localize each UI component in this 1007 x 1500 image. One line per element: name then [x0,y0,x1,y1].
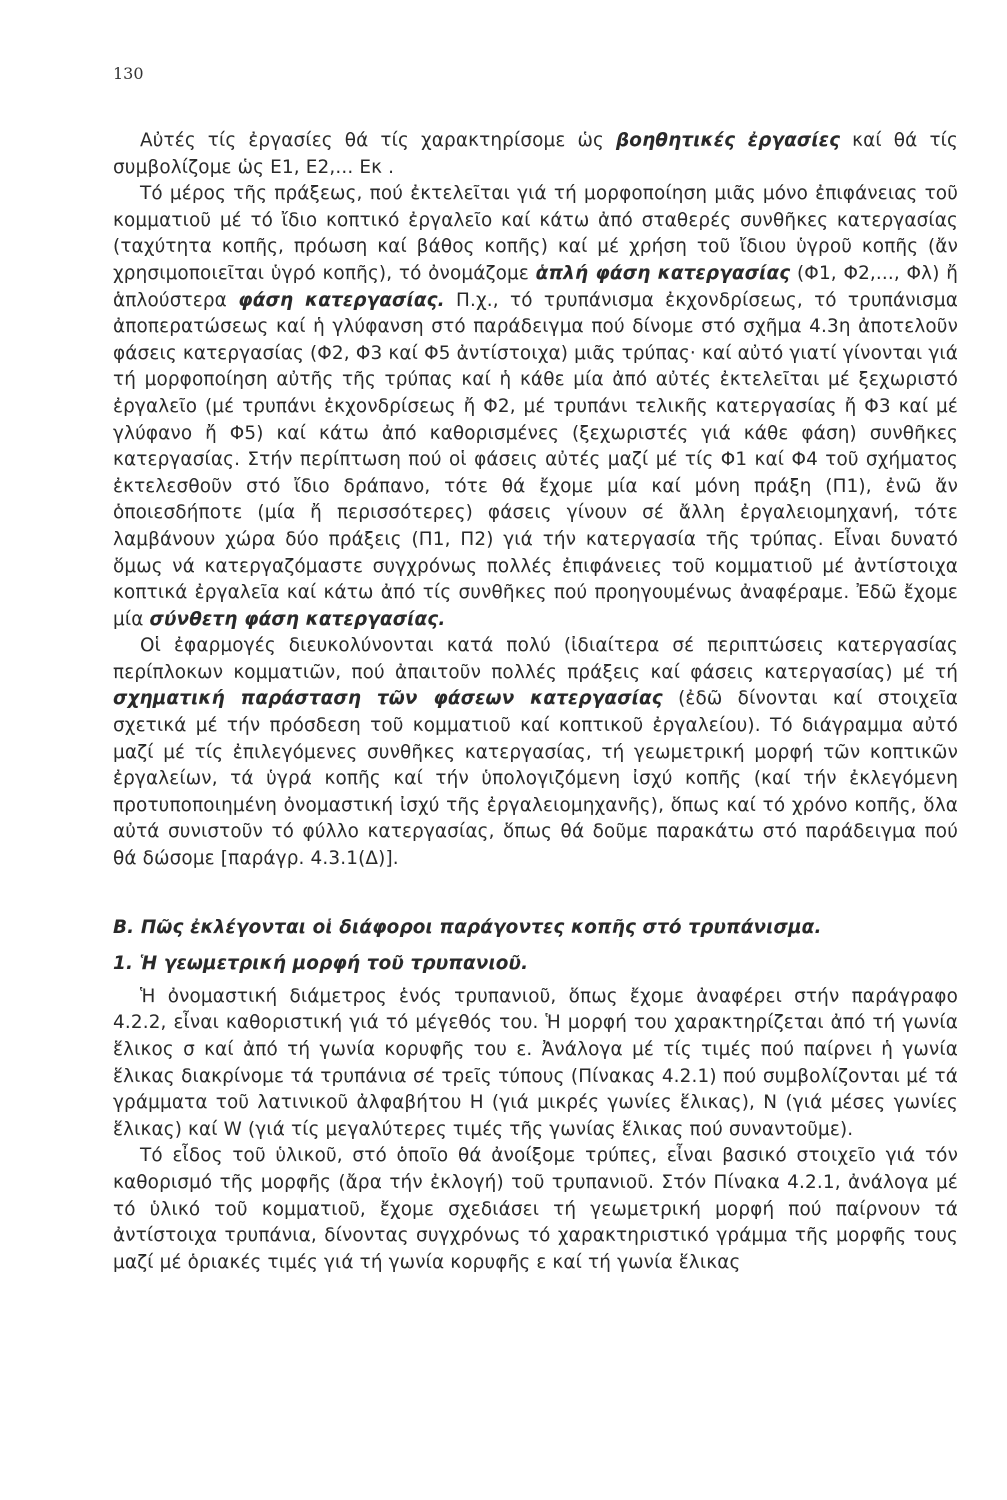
term-schematic-representation: σχηματική παράσταση τῶν φάσεων κατεργασίας [113,688,663,710]
subsection-heading: 1. Ἡ γεωμετρική μορφή τοῦ τρυπανιοῦ. [113,953,529,975]
paragraph-text: (ἐδῶ δίνονται καί στοιχεῖα σχετικά μέ τήν πρόσδεση τοῦ κομματιοῦ καί κοπτικοῦ ἐργαλείου). Τό διάγραμμα αὐτό μαζί μέ τίς ἐπιλεγόμενες συνθῆκες κατεργασίας, τή γεωμετρική μορφή τῶν κοπτικῶν ἐργαλείων, τά ὑγρά κοπῆς καί τήν ὑπολογιζόμενη ἰσχύ κοπῆς (καί τήν ἐκλεγόμενη προτυποποιημένη ὀνομαστική ἰσχύ τῆς ἐργαλειομηχανῆς), ὅπως καί τό χρόνο κοπῆς, ὅλα αὐτά συνιστοῦν τό φύλλο κατεργασίας, ὅπως θά δοῦμε παρακάτω στό παράδειγμα πού θά δώσομε [παράγρ. 4.3.1(Δ)]. [113,688,958,870]
paragraph-text: καί θά τίς συμβολίζομε ὡς Ε1, Ε2,... Εκ . [113,130,958,178]
paragraph-text: Τό μέρος τῆς πράξεως, πού ἐκτελεῖται γιά τή μορφοποίηση μιᾶς μόνο ἐπιφάνειας τοῦ κομματιοῦ μέ τό ἴδιο κοπτικό ἐργαλεῖο καί κάτω ἀπό σταθερές συνθῆκες κατεργασίας (ταχύτητα κοπῆς, πρόωση καί βάθος κοπῆς) καί μέ χρήση τοῦ ἴδιου ὑγροῦ κοπῆς (ἄν χρησιμοποιεῖται ὑγρό κοπῆς), τό ὀνομάζομε [113,183,958,284]
section-heading: Β. Πῶς ἐκλέγονται οἱ διάφοροι παράγοντες κοπῆς στό τρυπάνισμα. [113,916,822,938]
paragraph-text: (Φ1, Φ2,..., Φλ) ἤ ἁπλούστερα [113,262,959,311]
paragraph-machining-phase [113,181,958,633]
paragraph-schematic-representation [113,633,958,872]
paragraph-text: Αὐτές τίς ἐργασίες θά τίς χαρακτηρίσομε ὡς [140,130,616,151]
term-compound-phase: σύνθετη φάση κατεργασίας. [149,608,446,630]
paragraph-drill-geometry: Ἡ ὀνομαστική διάμετρος ἑνός τρυπανιοῦ, ὅπως ἔχομε ἀναφέρει στήν παράγραφο 4.2.2, εἶναι καθοριστική γιά τό μέγεθός του. Ἡ μορφή του χαρακτηρίζεται ἀπό τή γωνία ἕλικος σ καί ἀπό τή γωνία κορυφῆς του ε. Ἀνάλογα μέ τίς τιμές πού παίρνει ἡ γωνία ἕλικας διακρίνομε τά τρυπάνια σέ τρεῖς τύπους (Πίνακας 4.2.1) πού συμβολίζονται μέ τά γράμματα τοῦ λατινικοῦ ἀλφαβήτου H (γιά μικρές γωνίες ἕλικας), N (γιά μέσες γωνίες ἕλικας) καί W (γιά τίς μεγαλύτερες τιμές τῆς γωνίας ἕλικας πού συναντοῦμε). [113,985,958,1140]
text-column [113,128,958,1276]
paragraph-material-type: Τό εἶδος τοῦ ὑλικοῦ, στό ὁποῖο θά ἀνοίξομε τρύπες, εἶναι βασικό στοιχεῖο γιά τόν καθορισμό τῆς μορφῆς (ἄρα τήν ἐκλογή) τοῦ τρυπανιοῦ. Στόν Πίνακα 4.2.1, ἀνάλογα μέ τό ὑλικό τοῦ κομματιοῦ, ἔχομε σχεδιάσει τή γεωμετρική μορφή πού παίρνουν τά ἀντίστοιχα τρυπάνια, δίνοντας συγχρόνως τό χαρακτηριστικό γράμμα τῆς μορφῆς τους μαζί μέ ὁριακές τιμές γιά τή γωνία κορυφῆς ε καί τή γωνία ἕλικας [113,1145,958,1273]
term-simple-phase: ἁπλή φάση κατεργασίας [535,262,791,284]
page-number: 130 [113,64,144,83]
term-machining-phase: φάση κατεργασίας. [238,289,445,311]
paragraph-text: Π.χ., τό τρυπάνισμα ἐκχονδρίσεως, τό τρυπάνισμα ἀποπερατώσεως καί ἡ γλύφανση στό παράδειγμα πού δίνομε στό σχῆμα 4.3η ἀποτελοῦν φάσεις κατεργασίας (Φ2, Φ3 καί Φ5 ἀντίστοιχα) μιᾶς τρύπας· καί αὐτό γιατί γίνονται γιά τή μορφοποίηση αὐτῆς τῆς τρύπας καί ἡ κάθε μία ἀπό αὐτές ἐκτελεῖται μέ ξεχωριστό ἐργαλεῖο (μέ τρυπάνι ἐκχονδρίσεως ἤ Φ2, μέ τρυπάνι τελικῆς κατεργασίας ἤ Φ3 καί μέ γλύφανο ἤ Φ5) καί κάτω ἀπό καθορισμένες (ξεχωριστές γιά κάθε φάση) συνθῆκες κατεργασίας. Στήν περίπτωση πού οἱ φάσεις αὐτές μαζί μέ τίς Φ1 καί Φ4 τοῦ σχήματος ἐκτελεσθοῦν στό ἴδιο δράπανο, τότε θά ἔχομε μία καί μόνη πράξη (Π1), ἐνῶ ἄν ὁποιεσδήποτε (μία ἤ περισσότερες) φάσεις γίνουν σέ ἄλλη ἐργαλειομηχανή, τότε λαμβάνουν χώρα δύο πράξεις (Π1, Π2) γιά τήν κατεργασία τῆς τρύπας. Εἶναι δυνατό ὅμως νά κατεργαζόμαστε συγχρόνως πολλές ἐπιφάνειες τοῦ κομματιοῦ μέ ἀντίστοιχα κοπτικά ἐργαλεῖα καί κάτω ἀπό τίς συνθῆκες πού προηγουμένως ἀναφέραμε. Ἐδῶ ἔχομε μία [113,289,958,630]
paragraph-auxiliary-operations [113,128,958,181]
paragraph-text: Οἱ ἐφαρμογές διευκολύνονται κατά πολύ (ἰδιαίτερα σέ περιπτώσεις κατεργασίας περίπλοκων κομματιῶν, πού ἀπαιτοῦν πολλές πράξεις καί φάσεις κατεργασίας) μέ τή [113,635,958,683]
term-auxiliary-operations: βοηθητικές ἐργασίες [615,130,841,151]
